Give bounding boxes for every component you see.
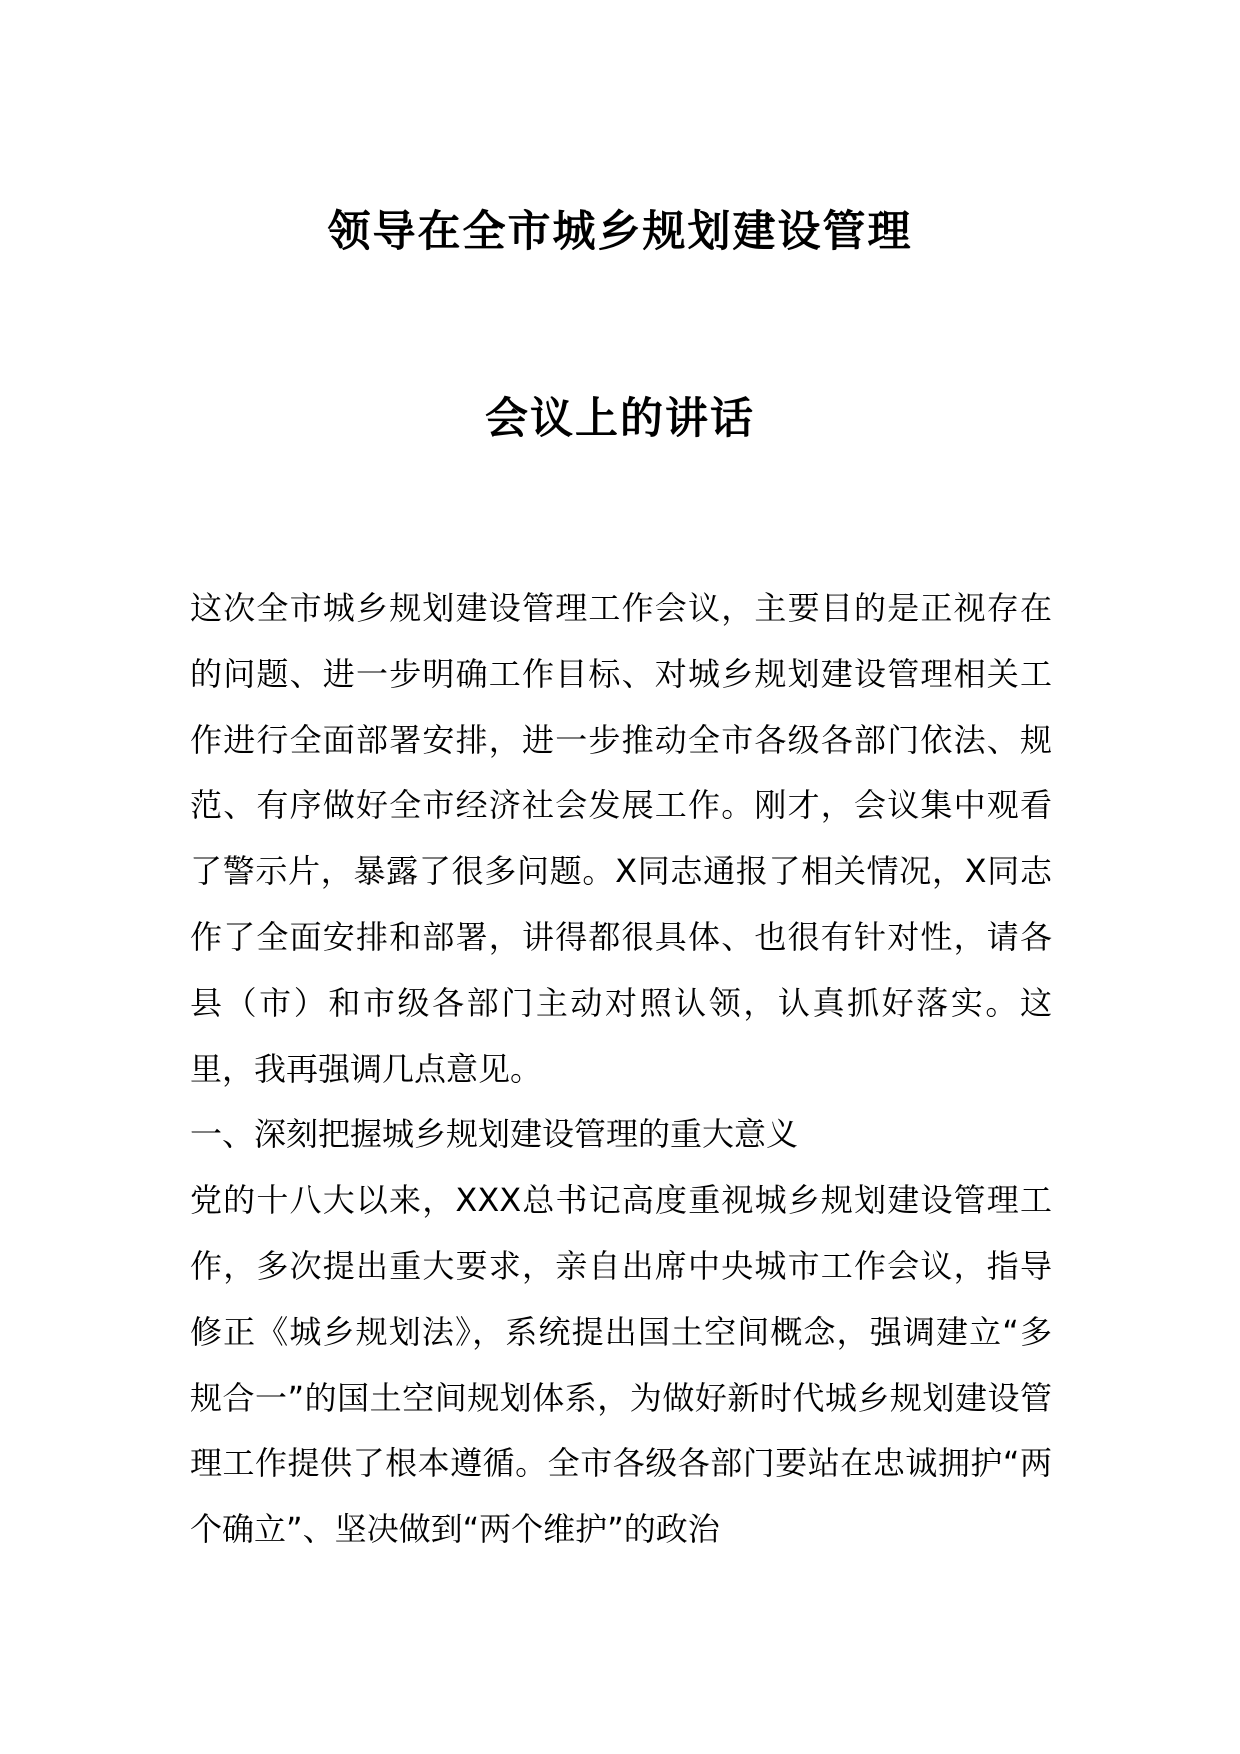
paragraph-section-1: 党的十八大以来，XXX总书记高度重视城乡规划建设管理工作，多次提出重大要求，亲自出席中央城市工作会议，指导修正《城乡规划法》，系统提出国土空间概念，强调建立“多规合一”的国土空间规划体系，为做好新时代城乡规划建设管理工作提供了根本遵循。全市各级各部门要站在忠诚拥护“两个确立”、坚决做到“两个维护”的政治 — [190, 1181, 1052, 1549]
document-title-line-2: 会议上的讲话 — [485, 394, 755, 444]
document-title-line-1: 领导在全市城乡规划建设管理 — [327, 207, 913, 257]
section-heading-1: 一、深刻把握城乡规划建设管理的重大意义 — [190, 1115, 799, 1154]
paragraph-intro: 这次全市城乡规划建设管理工作会议，主要目的是正视存在的问题、进一步明确工作目标、对城乡规划建设管理相关工作进行全面部署安排，进一步推动全市各级各部门依法、规范、有序做好全市经济社会发展工作。刚才，会议集中观看了警示片，暴露了很多问题。X同志通报了相关情况，X同志作了全面安排和部署，讲得都很具体、也很有针对性，请各县（市）和市级各部门主动对照认领，认真抓好落实。这里，我再强调几点意见。 — [190, 589, 1052, 1088]
document-body — [190, 576, 1052, 1563]
